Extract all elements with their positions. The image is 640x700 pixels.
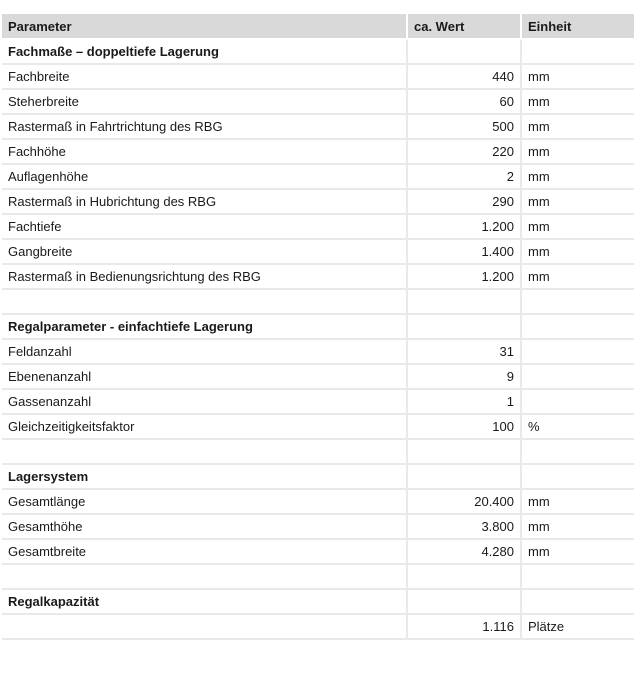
section-row — [2, 590, 634, 615]
unit-cell: mm — [520, 240, 634, 265]
value-cell: 31 — [406, 340, 520, 365]
value-cell: 220 — [406, 140, 520, 165]
parameter-cell: Feldanzahl — [2, 340, 406, 365]
table-row — [2, 540, 634, 565]
parameter-cell: Gangbreite — [2, 240, 406, 265]
unit-cell — [520, 315, 634, 340]
value-cell — [406, 315, 520, 340]
table-row — [2, 515, 634, 540]
unit-cell: mm — [520, 540, 634, 565]
unit-cell: mm — [520, 515, 634, 540]
parameter-cell: Ebenenanzahl — [2, 365, 406, 390]
unit-cell: mm — [520, 190, 634, 215]
unit-cell — [520, 40, 634, 65]
unit-cell: Plätze — [520, 615, 634, 640]
parameter-cell: Gesamtlänge — [2, 490, 406, 515]
value-cell — [406, 440, 520, 465]
section-row — [2, 465, 634, 490]
value-cell: 440 — [406, 65, 520, 90]
section-row — [2, 315, 634, 340]
table-row — [2, 265, 634, 290]
value-cell — [406, 590, 520, 615]
unit-cell: mm — [520, 215, 634, 240]
table-row — [2, 215, 634, 240]
parameter-table — [2, 14, 634, 640]
parameter-cell: Auflagenhöhe — [2, 165, 406, 190]
unit-cell — [520, 465, 634, 490]
value-cell: 500 — [406, 115, 520, 140]
unit-cell: % — [520, 415, 634, 440]
parameter-cell: Regalparameter - einfachtiefe Lagerung — [2, 315, 406, 340]
table-body — [2, 40, 634, 640]
table-row — [2, 140, 634, 165]
parameter-cell: Fachmaße – doppeltiefe Lagerung — [2, 40, 406, 65]
parameter-table-container — [2, 14, 634, 640]
value-cell: 1.200 — [406, 215, 520, 240]
value-cell — [406, 290, 520, 315]
value-cell: 4.280 — [406, 540, 520, 565]
parameter-cell: Rastermaß in Hubrichtung des RBG — [2, 190, 406, 215]
table-row — [2, 115, 634, 140]
table-row — [2, 415, 634, 440]
unit-cell: mm — [520, 265, 634, 290]
parameter-cell: Lagersystem — [2, 465, 406, 490]
table-row — [2, 90, 634, 115]
parameter-cell: Steherbreite — [2, 90, 406, 115]
unit-cell — [520, 340, 634, 365]
unit-cell — [520, 390, 634, 415]
value-cell: 1.116 — [406, 615, 520, 640]
unit-cell — [520, 365, 634, 390]
parameter-cell: Fachtiefe — [2, 215, 406, 240]
unit-cell: mm — [520, 90, 634, 115]
unit-cell: mm — [520, 165, 634, 190]
parameter-cell: Rastermaß in Fahrtrichtung des RBG — [2, 115, 406, 140]
parameter-cell — [2, 615, 406, 640]
parameter-cell: Gesamtbreite — [2, 540, 406, 565]
value-cell — [406, 465, 520, 490]
header-parameter: Parameter — [2, 14, 406, 40]
value-cell — [406, 40, 520, 65]
parameter-cell — [2, 565, 406, 590]
table-row — [2, 340, 634, 365]
unit-cell — [520, 290, 634, 315]
unit-cell — [520, 590, 634, 615]
parameter-cell: Fachbreite — [2, 65, 406, 90]
value-cell: 1.200 — [406, 265, 520, 290]
unit-cell: mm — [520, 490, 634, 515]
blank-row — [2, 290, 634, 315]
parameter-cell: Gesamthöhe — [2, 515, 406, 540]
value-cell: 1 — [406, 390, 520, 415]
header-unit: Einheit — [520, 14, 634, 40]
table-header-row — [2, 14, 634, 40]
value-cell — [406, 565, 520, 590]
section-row — [2, 40, 634, 65]
header-value: ca. Wert — [406, 14, 520, 40]
value-cell: 1.400 — [406, 240, 520, 265]
parameter-cell: Gleichzeitigkeitsfaktor — [2, 415, 406, 440]
parameter-cell — [2, 440, 406, 465]
unit-cell: mm — [520, 140, 634, 165]
value-cell: 290 — [406, 190, 520, 215]
table-row — [2, 615, 634, 640]
value-cell: 20.400 — [406, 490, 520, 515]
unit-cell — [520, 565, 634, 590]
value-cell: 100 — [406, 415, 520, 440]
parameter-cell — [2, 290, 406, 315]
parameter-cell: Fachhöhe — [2, 140, 406, 165]
unit-cell — [520, 440, 634, 465]
unit-cell: mm — [520, 65, 634, 90]
blank-row — [2, 565, 634, 590]
table-row — [2, 165, 634, 190]
table-row — [2, 390, 634, 415]
parameter-cell: Regalkapazität — [2, 590, 406, 615]
parameter-cell: Rastermaß in Bedienungsrichtung des RBG — [2, 265, 406, 290]
blank-row — [2, 440, 634, 465]
parameter-cell: Gassenanzahl — [2, 390, 406, 415]
table-row — [2, 190, 634, 215]
value-cell: 3.800 — [406, 515, 520, 540]
value-cell: 2 — [406, 165, 520, 190]
value-cell: 60 — [406, 90, 520, 115]
table-row — [2, 365, 634, 390]
table-row — [2, 490, 634, 515]
table-row — [2, 65, 634, 90]
table-row — [2, 240, 634, 265]
unit-cell: mm — [520, 115, 634, 140]
value-cell: 9 — [406, 365, 520, 390]
